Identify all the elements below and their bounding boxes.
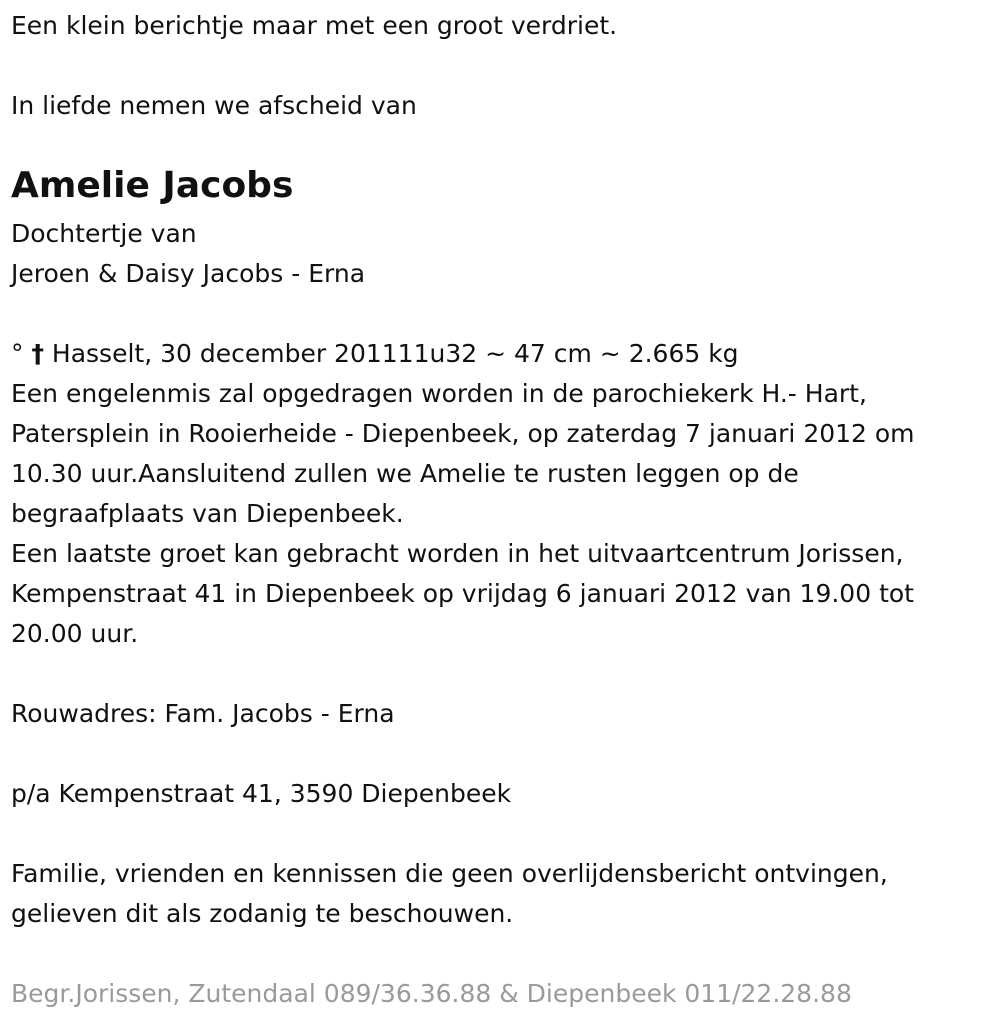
deceased-name: Amelie Jacobs [11, 165, 294, 206]
closing-line: gelieven dit als zodanig te beschouwen. [11, 899, 514, 928]
birth-details: Hasselt, 30 december 201111u32 ~ 47 cm ~ 2.665 kg [51, 339, 739, 368]
mourning-address-label: Rouwadres: Fam. Jacobs - Erna [11, 699, 395, 728]
service-line: Patersplein in Rooierheide - Diepenbeek, op zaterdag 7 januari 2012 om [11, 419, 915, 448]
birth-death-line [11, 334, 739, 374]
closing-line: Familie, vrienden en kennissen die geen overlijdensbericht ontvingen, [11, 859, 888, 888]
service-line: 10.30 uur.Aansluitend zullen we Amelie te rusten leggen op de [11, 459, 799, 488]
intro-text: Een klein berichtje maar met een groot verdriet. [11, 11, 618, 40]
service-line: Een laatste groet kan gebracht worden in het uitvaartcentrum Jorissen, [11, 539, 904, 568]
mourning-address: p/a Kempenstraat 41, 3590 Diepenbeek [11, 779, 512, 808]
parents-text: Jeroen & Daisy Jacobs - Erna [11, 259, 366, 288]
funeral-home-footer: Begr.Jorissen, Zutendaal 089/36.36.88 & Diepenbeek 011/22.28.88 [11, 979, 852, 1008]
farewell-text: In liefde nemen we afscheid van [11, 91, 417, 120]
service-line: Kempenstraat 41 in Diepenbeek op vrijdag 6 januari 2012 van 19.00 tot [11, 579, 914, 608]
service-line: Een engelenmis zal opgedragen worden in de parochiekerk H.- Hart, [11, 379, 867, 408]
birth-symbol: ° [11, 339, 24, 368]
relation-text: Dochtertje van [11, 219, 197, 248]
cross-icon: † [31, 339, 44, 368]
service-line: begraafplaats van Diepenbeek. [11, 499, 404, 528]
service-line: 20.00 uur. [11, 619, 139, 648]
